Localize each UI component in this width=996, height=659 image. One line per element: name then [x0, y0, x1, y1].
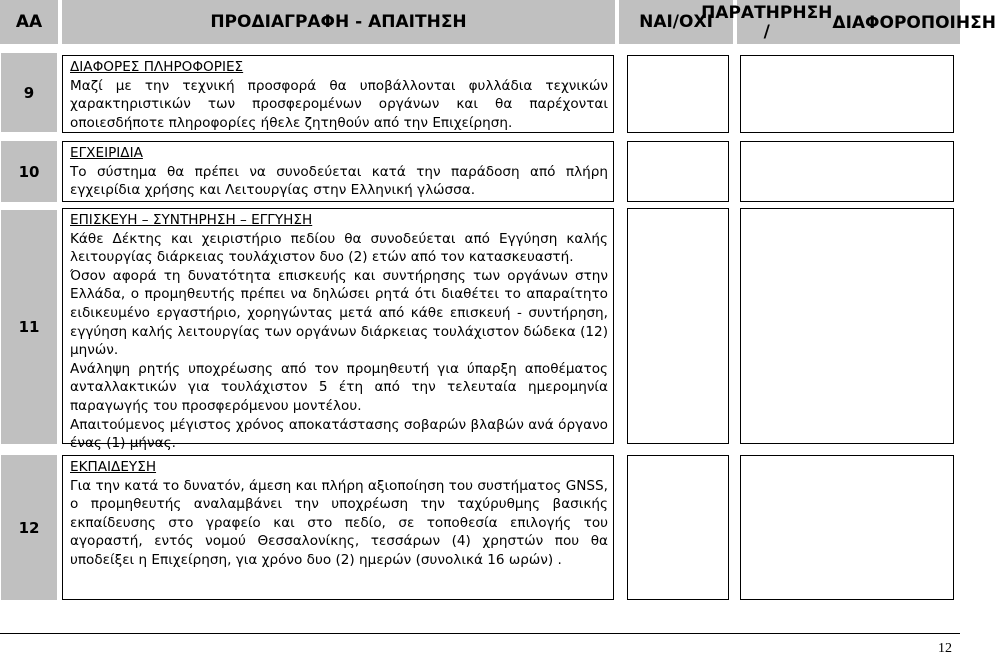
spec-cell — [62, 455, 614, 600]
spec-title: ΔΙΑΦΟΡΕΣ ΠΛΗΡΟΦΟΡΙΕΣ — [70, 59, 244, 75]
note-box[interactable] — [740, 55, 954, 133]
yes-no-box[interactable] — [627, 55, 729, 133]
footer-divider — [0, 633, 960, 634]
row-number — [1, 53, 57, 132]
header-note-line2: ΔΙΑΦΟΡΟΠΟΙΗΣΗ — [832, 12, 996, 33]
spec-title: ΕΚΠΑΙΔΕΥΣΗ — [70, 459, 157, 475]
row-number-text: 12 — [18, 518, 40, 537]
header-yes-no-label: ΝΑΙ/ΟΧΙ — [639, 12, 713, 32]
header-note — [701, 0, 996, 44]
spec-paragraph: Ανάληψη ρητής υποχρέωσης από τον προμηθευτή για ύπαρξη αποθέματος ανταλλακτικών για τουλάχιστον 5 έτη από την τελευταία ημερομηνία παραγωγής του προσφερόμενου μοντέλου. — [70, 360, 608, 414]
header-aa-label: ΑΑ — [15, 12, 43, 32]
row-number — [1, 455, 57, 600]
note-box[interactable] — [740, 141, 954, 202]
spec-paragraph: Για την κατά το δυνατόν, άμεση και πλήρη αξιοποίηση του συστήματος GNSS, ο προμηθευτής αναλαμβάνει την υποχρέωση την ταχύρυθμης βασικής εκπαίδευσης στο γραφείο και στο πεδίο, σε τοποθεσία επιλογής του αγοραστή, εντός νομού Θεσσαλονίκης, τεσσάρων (4) χρηστών που θα υποδείξει η Επιχείρηση, για χρόνο δυο (2) ημερών (συνολικά 16 ωρών) . — [70, 477, 608, 568]
spec-cell — [62, 141, 614, 202]
spec-paragraph: Μαζί με την τεχνική προσφορά θα υποβάλλονται φυλλάδια τεχνικών χαρακτηριστικών των προσφερομένων οργάνων και θα παρέχονται οποιεσδήποτε πληροφορίες ήθελε ζητηθούν από την Επιχείρηση. — [70, 77, 608, 131]
spec-title: ΕΓΧΕΙΡΙΔΙΑ — [70, 145, 143, 161]
spec-paragraph: Κάθε Δέκτης και χειριστήριο πεδίου θα συνοδεύεται από Εγγύηση καλής λειτουργίας διάρκειας τουλάχιστον δυο (2) ετών από τον κατασκευαστή. — [70, 230, 608, 266]
row-number-text: 11 — [18, 318, 40, 336]
yes-no-box[interactable] — [627, 455, 729, 600]
row-number-text: 10 — [18, 162, 40, 181]
yes-no-box[interactable] — [627, 208, 729, 444]
spec-title: ΕΠΙΣΚΕΥΗ – ΣΥΝΤΗΡΗΣΗ – ΕΓΓΥΗΣΗ — [70, 212, 313, 228]
note-box[interactable] — [740, 208, 954, 444]
row-number-text: 9 — [23, 83, 35, 102]
row-number — [1, 210, 57, 444]
header-spec — [62, 0, 615, 44]
header-aa — [0, 0, 58, 44]
spec-paragraph: Το σύστημα θα πρέπει να συνοδεύεται κατά την παράδοση από πλήρη εγχειρίδια χρήσης και Λειτουργίας στην Ελληνική γλώσσα. — [70, 163, 608, 199]
page-number: 12 — [938, 641, 952, 656]
spec-paragraph: Όσον αφορά τη δυνατότητα επισκευής και συντήρησης των οργάνων στην Ελλάδα, ο προμηθευτής πρέπει να δηλώσει ρητά ότι διαθέτει το απαραίτητο ειδικευμένο εργαστήριο, χορηγώντας μετά από κάθε επισκευή - συντήρηση, εγγύηση καλής λειτουργίας των οργάνων διάρκειας τουλάχιστον δώδεκα (12) μηνών. — [70, 267, 608, 359]
header-spec-label: ΠΡΟΔΙΑΓΡΑΦΗ - ΑΠΑΙΤΗΣΗ — [210, 12, 467, 32]
row-number — [1, 141, 57, 202]
spec-cell — [62, 208, 614, 452]
yes-no-box[interactable] — [627, 141, 729, 202]
spec-paragraph: Απαιτούμενος μέγιστος χρόνος αποκατάστασης σοβαρών βλαβών ανά όργανο ένας (1) μήνας. — [70, 416, 608, 452]
note-box[interactable] — [740, 455, 954, 600]
header-note-line1: ΠΑΡΑΤΗΡΗΣΗ / — [701, 3, 833, 42]
spec-cell — [62, 55, 614, 133]
